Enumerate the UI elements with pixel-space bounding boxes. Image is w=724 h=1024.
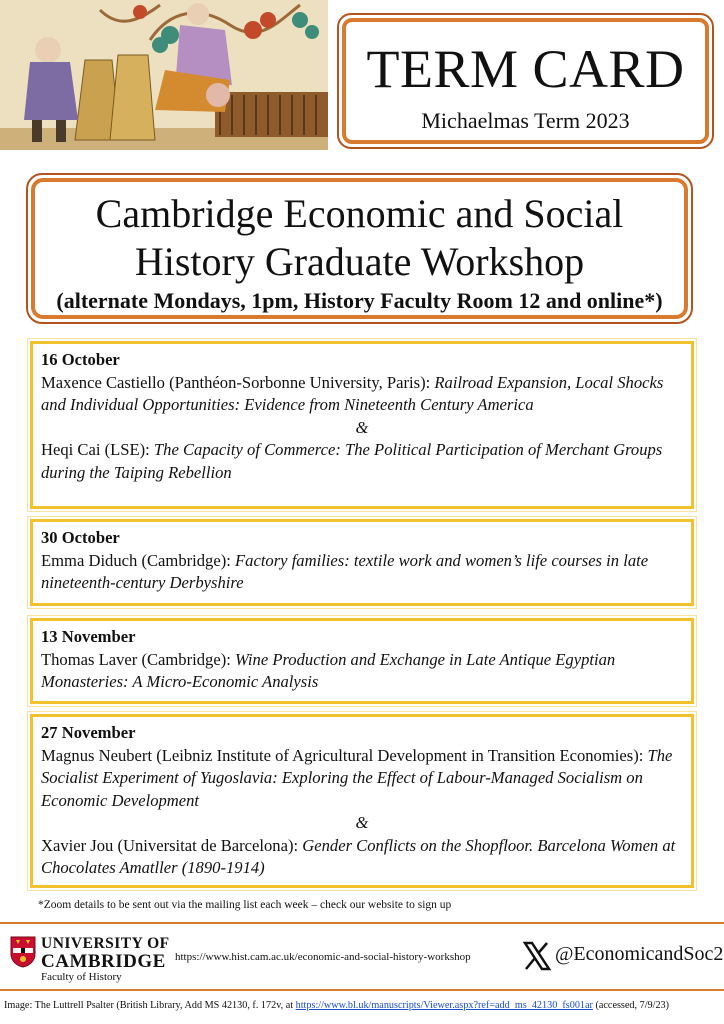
session-date: 30 October	[41, 528, 120, 547]
workshop-website-link[interactable]: https://www.hist.cam.ac.uk/economic-and-social-history-workshop	[175, 951, 471, 963]
footer	[0, 925, 724, 989]
speaker: Emma Diduch (Cambridge):	[41, 550, 236, 570]
talk-title: The Socialist Experiment of Yugoslavia: Exploring the Effect of Labour-Managed Socialism on Economic Development	[41, 745, 673, 810]
term-card-title: TERM CARD	[366, 39, 685, 99]
talk-title: Railroad Expansion, Local Shocks and Individual Opportunities: Evidence from Nineteenth Century America	[41, 372, 664, 414]
speaker: Heqi Cai (LSE):	[41, 440, 154, 459]
faculty-name: Faculty of History	[41, 971, 122, 983]
talk-title: Gender Conflicts on the Shopfloor. Barcelona Women at Chocolates Amatller (1890-1914)	[41, 835, 676, 877]
talk-title: Factory families: textile work and women’s life courses in late nineteenth-century Derbyshire	[41, 550, 649, 592]
talk-title: Wine Production and Exchange in Late Antique Egyptian Monasteries: A Micro-Economic Analysis	[41, 649, 616, 691]
credit-prefix: Image: The Luttrell Psalter (British Library, Add MS 42130, f. 172v, at	[4, 1000, 296, 1011]
footer-bottom-rule	[0, 989, 724, 991]
speaker: Maxence Castiello (Panthéon-Sorbonne University, Paris):	[41, 372, 435, 392]
footer-top-rule	[0, 922, 724, 924]
credit-link[interactable]: https://www.bl.uk/manuscripts/Viewer.aspx?ref=add_ms_42130_fs001ar	[295, 1000, 593, 1011]
header-illustration	[0, 0, 328, 150]
session-date: 16 October	[41, 350, 120, 369]
session-talk	[41, 835, 683, 880]
session-talk	[41, 439, 683, 484]
x-handle[interactable]: @EconomicandSoc2	[555, 943, 724, 965]
image-credit	[4, 1000, 669, 1011]
workshop-title-line2: History Graduate Workshop	[134, 239, 585, 284]
session-card-30-october	[30, 519, 694, 606]
x-logo-icon[interactable]	[522, 941, 552, 971]
session-card-27-november	[30, 714, 694, 888]
workshop-title-box	[26, 173, 693, 324]
session-talk	[41, 649, 683, 694]
session-card-13-november	[30, 618, 694, 704]
session-date: 27 November	[41, 723, 136, 742]
cambridge-crest-icon	[10, 936, 36, 968]
speaker: Thomas Laver (Cambridge):	[41, 649, 235, 669]
session-talk	[41, 372, 683, 417]
zoom-footnote: *Zoom details to be sent out via the mailing list each week – check our website to sign up	[38, 899, 452, 911]
term-label: Michaelmas Term 2023	[421, 108, 630, 133]
talk-separator: &	[355, 417, 369, 437]
university-name-line2: CAMBRIDGE	[41, 951, 166, 972]
term-card-box	[337, 13, 714, 149]
session-card-16-october	[30, 341, 694, 509]
session-talk	[41, 550, 683, 595]
session-date: 13 November	[41, 627, 136, 646]
university-name-line1: UNIVERSITY OF	[41, 935, 170, 952]
talk-title: The Capacity of Commerce: The Political Participation of Merchant Groups during the Taiping Rebellion	[41, 440, 663, 482]
speaker: Magnus Neubert (Leibniz Institute of Agricultural Development in Transition Economies):	[41, 745, 648, 765]
university-logo[interactable]	[10, 933, 170, 983]
credit-suffix: (accessed, 7/9/23)	[592, 1000, 670, 1011]
talk-separator: &	[355, 813, 369, 832]
workshop-title-line1: Cambridge Economic and Social	[95, 191, 624, 236]
session-talk	[41, 745, 683, 813]
workshop-schedule-subtitle: (alternate Mondays, 1pm, History Faculty Room 12 and online*)	[56, 288, 663, 313]
speaker: Xavier Jou (Universitat de Barcelona):	[41, 835, 303, 855]
